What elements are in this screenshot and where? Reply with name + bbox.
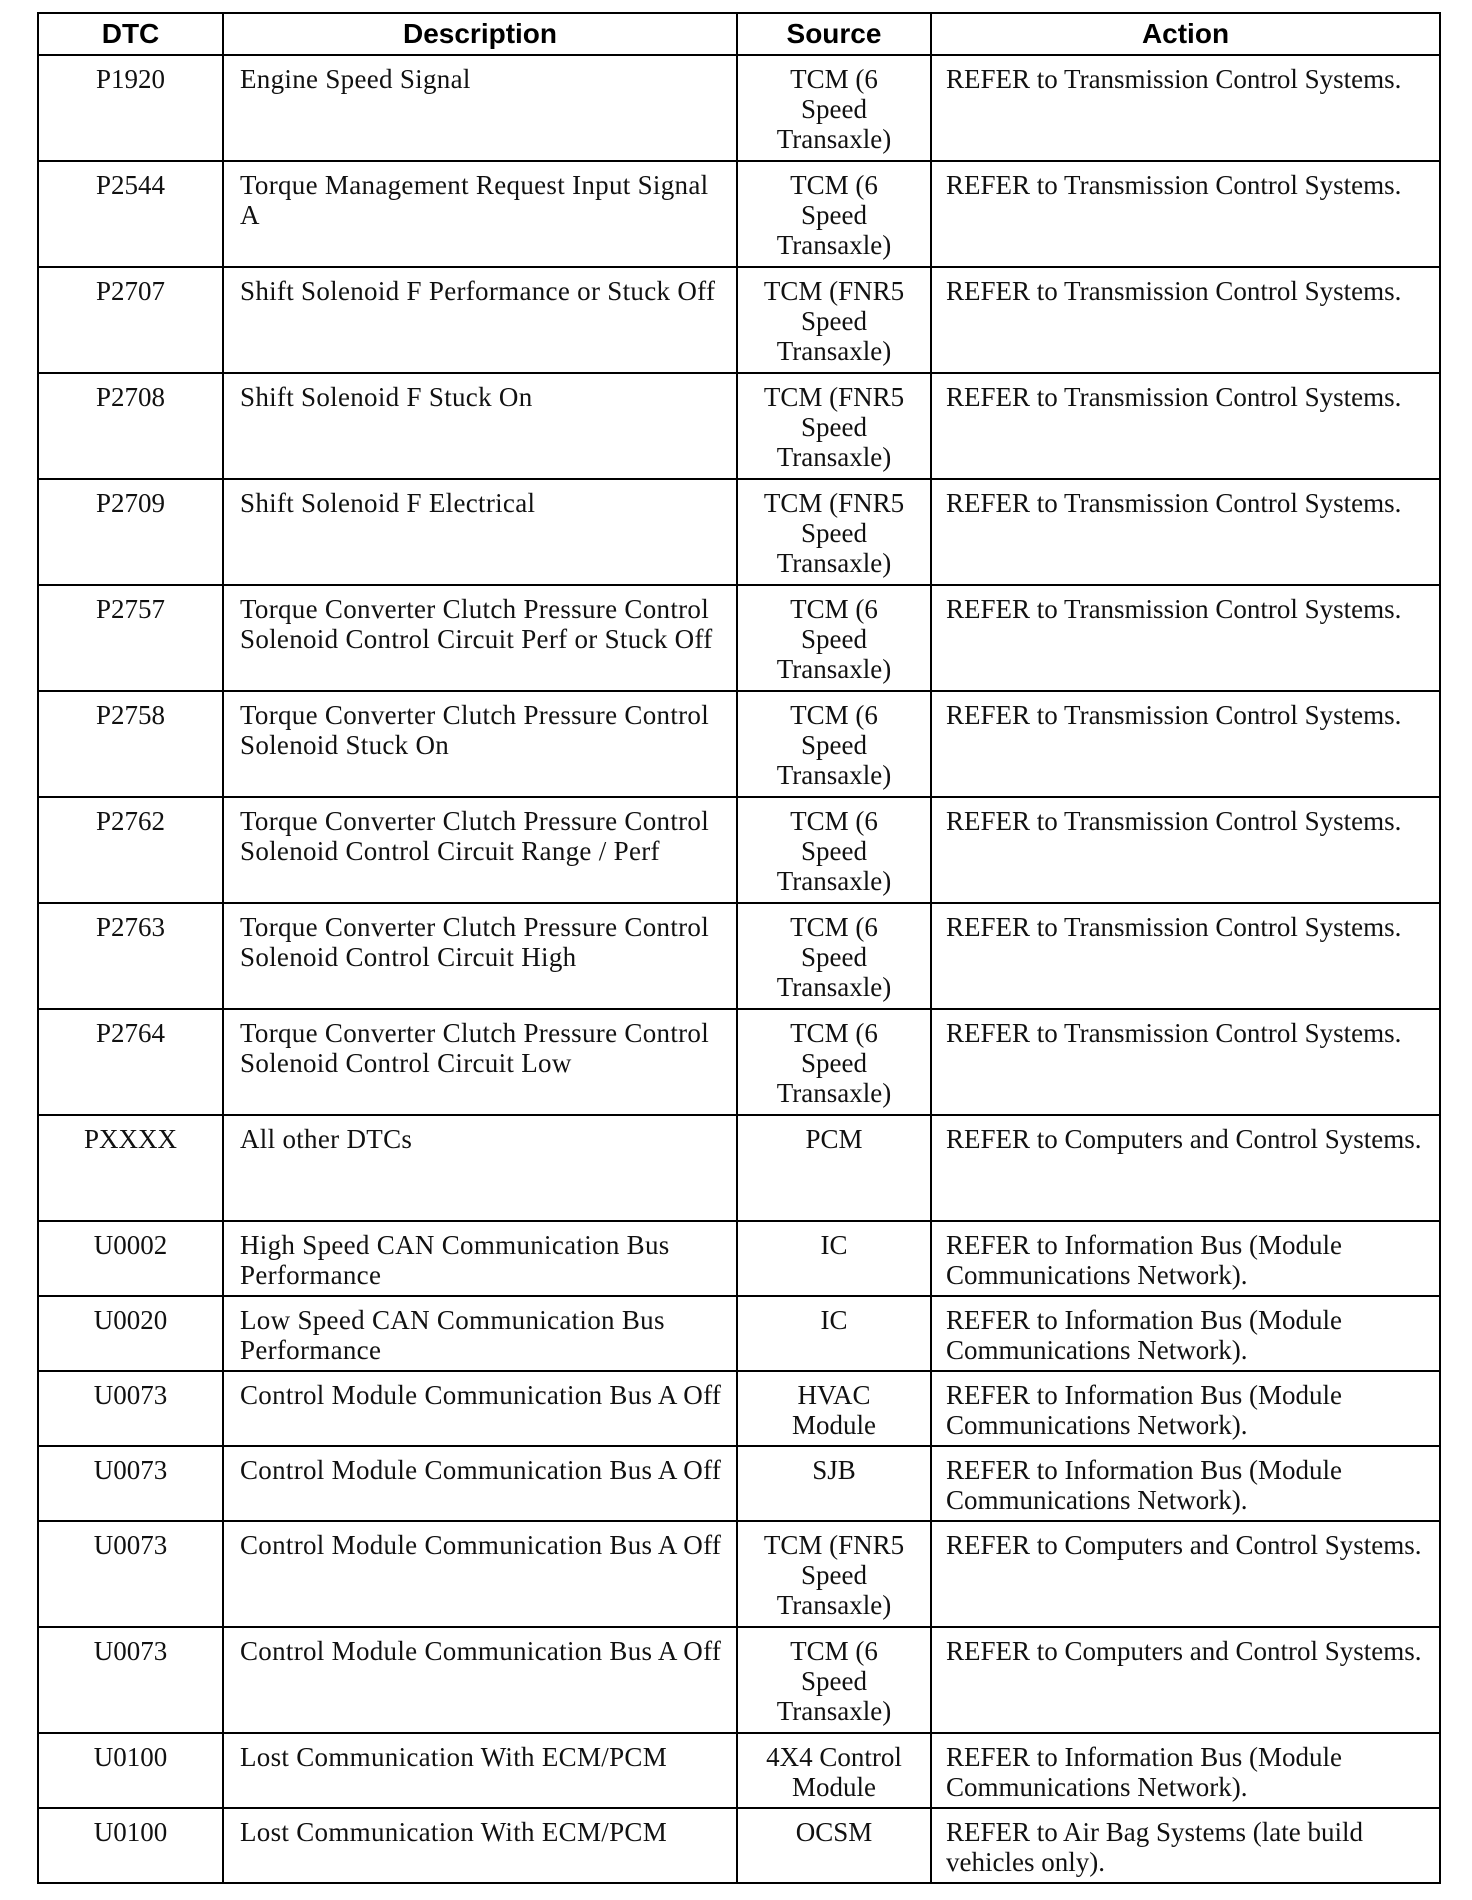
source-line: SJB	[812, 1455, 856, 1485]
description-cell: Control Module Communication Bus A Off	[223, 1446, 737, 1521]
source-line: Module	[792, 1410, 876, 1440]
description-cell: Shift Solenoid F Stuck On	[223, 373, 737, 479]
action-cell: REFER to Information Bus (Module Communications Network).	[931, 1733, 1440, 1808]
action-cell: REFER to Information Bus (Module Communications Network).	[931, 1221, 1440, 1296]
source-cell	[737, 1371, 931, 1446]
table-row	[38, 55, 1440, 161]
source-cell	[737, 55, 931, 161]
table-row	[38, 691, 1440, 797]
dtc-cell: U0020	[38, 1296, 223, 1371]
table-row	[38, 1371, 1440, 1446]
action-cell: REFER to Transmission Control Systems.	[931, 161, 1440, 267]
source-cell	[737, 1627, 931, 1733]
source-line: Module	[792, 1772, 876, 1802]
source-line: TCM (6	[790, 1636, 878, 1666]
table-row	[38, 585, 1440, 691]
description-cell: Lost Communication With ECM/PCM	[223, 1733, 737, 1808]
source-cell	[737, 903, 931, 1009]
dtc-cell: P2763	[38, 903, 223, 1009]
source-line: Transaxle)	[776, 1078, 892, 1108]
source-cell	[737, 1521, 931, 1627]
source-line: Speed	[801, 94, 867, 124]
header-action: Action	[931, 13, 1440, 55]
table-row	[38, 1808, 1440, 1883]
description-cell: Control Module Communication Bus A Off	[223, 1627, 737, 1733]
source-line: TCM (FNR5	[763, 488, 905, 518]
dtc-cell: P2707	[38, 267, 223, 373]
action-cell: REFER to Transmission Control Systems.	[931, 1009, 1440, 1115]
dtc-cell: U0073	[38, 1446, 223, 1521]
table-row	[38, 373, 1440, 479]
source-line: Speed	[801, 836, 867, 866]
source-line: Transaxle)	[776, 866, 892, 896]
source-line: Transaxle)	[776, 336, 892, 366]
source-line: Transaxle)	[776, 972, 892, 1002]
source-line: TCM (6	[790, 700, 878, 730]
table-row	[38, 1221, 1440, 1296]
source-line: TCM (6	[790, 1018, 878, 1048]
dtc-table	[37, 12, 1441, 1884]
source-line: Transaxle)	[776, 1590, 892, 1620]
dtc-cell: P2544	[38, 161, 223, 267]
source-line: TCM (FNR5	[763, 382, 905, 412]
table-row	[38, 1009, 1440, 1115]
source-cell	[737, 1115, 931, 1221]
table-row	[38, 903, 1440, 1009]
source-line: IC	[820, 1305, 848, 1335]
table-row	[38, 267, 1440, 373]
source-line: TCM (6	[790, 912, 878, 942]
source-cell	[737, 479, 931, 585]
action-cell: REFER to Computers and Control Systems.	[931, 1115, 1440, 1221]
action-cell: REFER to Air Bag Systems (late build vehicles only).	[931, 1808, 1440, 1883]
source-line: TCM (6	[790, 170, 878, 200]
source-line: Speed	[801, 1666, 867, 1696]
source-line: TCM (FNR5	[763, 1530, 905, 1560]
source-line: IC	[820, 1230, 848, 1260]
action-cell: REFER to Transmission Control Systems.	[931, 55, 1440, 161]
source-line: Transaxle)	[776, 230, 892, 260]
source-cell	[737, 1296, 931, 1371]
source-cell	[737, 797, 931, 903]
source-line: Transaxle)	[776, 442, 892, 472]
description-cell: Low Speed CAN Communication Bus Performance	[223, 1296, 737, 1371]
source-cell	[737, 1808, 931, 1883]
table-row	[38, 161, 1440, 267]
header-dtc: DTC	[38, 13, 223, 55]
source-line: Speed	[801, 942, 867, 972]
source-cell	[737, 161, 931, 267]
action-cell: REFER to Computers and Control Systems.	[931, 1627, 1440, 1733]
description-cell: High Speed CAN Communication Bus Performance	[223, 1221, 737, 1296]
source-line: Transaxle)	[776, 548, 892, 578]
table-row	[38, 1521, 1440, 1627]
table-row	[38, 1296, 1440, 1371]
source-cell	[737, 585, 931, 691]
source-cell	[737, 373, 931, 479]
table-row	[38, 1627, 1440, 1733]
source-line: Speed	[801, 200, 867, 230]
source-line: Transaxle)	[776, 124, 892, 154]
source-line: Transaxle)	[776, 760, 892, 790]
source-cell	[737, 1733, 931, 1808]
action-cell: REFER to Information Bus (Module Communications Network).	[931, 1296, 1440, 1371]
source-line: Speed	[801, 730, 867, 760]
table-row	[38, 1115, 1440, 1221]
dtc-table-container	[37, 12, 1439, 1884]
dtc-cell: U0073	[38, 1521, 223, 1627]
description-cell: Torque Converter Clutch Pressure Control Solenoid Control Circuit Range / Perf	[223, 797, 737, 903]
description-cell: All other DTCs	[223, 1115, 737, 1221]
dtc-cell: U0100	[38, 1733, 223, 1808]
action-cell: REFER to Transmission Control Systems.	[931, 797, 1440, 903]
source-line: Speed	[801, 1560, 867, 1590]
description-cell: Control Module Communication Bus A Off	[223, 1371, 737, 1446]
action-cell: REFER to Transmission Control Systems.	[931, 903, 1440, 1009]
dtc-cell: U0100	[38, 1808, 223, 1883]
dtc-cell: P2708	[38, 373, 223, 479]
source-line: Transaxle)	[776, 654, 892, 684]
source-line: Speed	[801, 306, 867, 336]
action-cell: REFER to Information Bus (Module Communications Network).	[931, 1446, 1440, 1521]
table-row	[38, 797, 1440, 903]
source-line: Speed	[801, 624, 867, 654]
dtc-cell: U0002	[38, 1221, 223, 1296]
source-line: Speed	[801, 518, 867, 548]
dtc-cell: P2764	[38, 1009, 223, 1115]
table-body	[38, 55, 1440, 1883]
description-cell: Engine Speed Signal	[223, 55, 737, 161]
action-cell: REFER to Transmission Control Systems.	[931, 373, 1440, 479]
table-header-row	[38, 13, 1440, 55]
source-cell	[737, 1221, 931, 1296]
description-cell: Lost Communication With ECM/PCM	[223, 1808, 737, 1883]
table-row	[38, 1446, 1440, 1521]
source-cell	[737, 1009, 931, 1115]
dtc-cell: U0073	[38, 1627, 223, 1733]
source-cell	[737, 1446, 931, 1521]
action-cell: REFER to Transmission Control Systems.	[931, 691, 1440, 797]
source-line: TCM (6	[790, 594, 878, 624]
dtc-cell: U0073	[38, 1371, 223, 1446]
action-cell: REFER to Transmission Control Systems.	[931, 585, 1440, 691]
source-line: Speed	[801, 412, 867, 442]
action-cell: REFER to Transmission Control Systems.	[931, 479, 1440, 585]
dtc-cell: PXXXX	[38, 1115, 223, 1221]
dtc-cell: P2709	[38, 479, 223, 585]
source-line: Transaxle)	[776, 1696, 892, 1726]
table-row	[38, 1733, 1440, 1808]
header-source: Source	[737, 13, 931, 55]
source-line: TCM (FNR5	[763, 276, 905, 306]
action-cell: REFER to Computers and Control Systems.	[931, 1521, 1440, 1627]
source-line: TCM (6	[790, 64, 878, 94]
action-cell: REFER to Transmission Control Systems.	[931, 267, 1440, 373]
source-cell	[737, 267, 931, 373]
description-cell: Shift Solenoid F Performance or Stuck Off	[223, 267, 737, 373]
description-cell: Torque Converter Clutch Pressure Control Solenoid Control Circuit Perf or Stuck Off	[223, 585, 737, 691]
source-line: 4X4 Control	[766, 1742, 902, 1772]
dtc-cell: P2758	[38, 691, 223, 797]
dtc-cell: P1920	[38, 55, 223, 161]
source-cell	[737, 691, 931, 797]
source-line: PCM	[805, 1124, 863, 1154]
header-description: Description	[223, 13, 737, 55]
description-cell: Shift Solenoid F Electrical	[223, 479, 737, 585]
description-cell: Torque Converter Clutch Pressure Control Solenoid Control Circuit High	[223, 903, 737, 1009]
dtc-cell: P2757	[38, 585, 223, 691]
source-line: OCSM	[795, 1817, 873, 1847]
description-cell: Torque Management Request Input Signal A	[223, 161, 737, 267]
action-cell: REFER to Information Bus (Module Communications Network).	[931, 1371, 1440, 1446]
source-line: TCM (6	[790, 806, 878, 836]
source-line: HVAC	[797, 1380, 871, 1410]
description-cell: Torque Converter Clutch Pressure Control Solenoid Stuck On	[223, 691, 737, 797]
table-row	[38, 479, 1440, 585]
source-line: Speed	[801, 1048, 867, 1078]
description-cell: Torque Converter Clutch Pressure Control Solenoid Control Circuit Low	[223, 1009, 737, 1115]
dtc-cell: P2762	[38, 797, 223, 903]
description-cell: Control Module Communication Bus A Off	[223, 1521, 737, 1627]
